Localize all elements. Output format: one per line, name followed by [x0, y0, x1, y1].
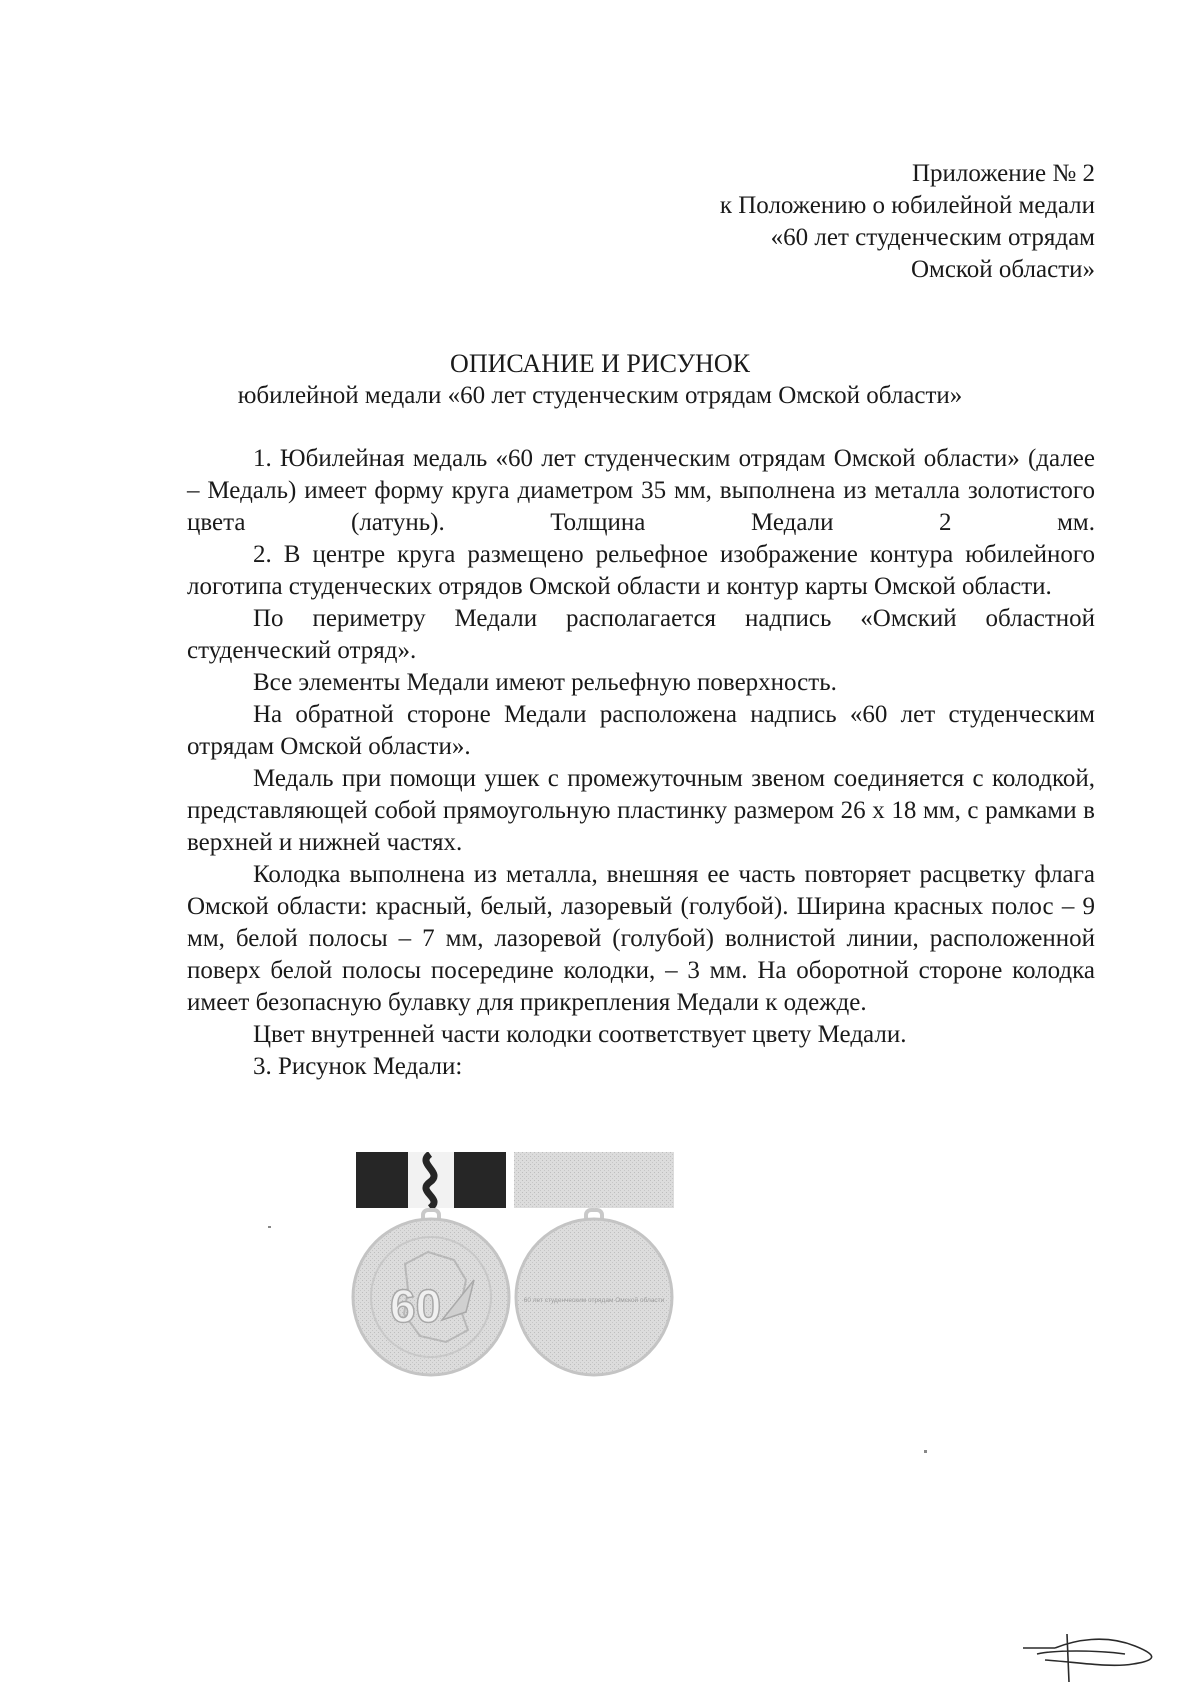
medal-illustration: [350, 1152, 720, 1407]
medal-back: [514, 1152, 674, 1375]
paragraph-3: По периметру Медали располагается надпись «Омский областной студенческий отряд».: [187, 605, 1095, 664]
paragraph-9: 3. Рисунок Медали:: [253, 1053, 463, 1080]
appendix-line-2: к Положению о юбилейной медали: [719, 192, 1095, 219]
ribbon-bar-back: [514, 1152, 674, 1208]
paragraph-4: Все элементы Медали имеют рельефную поверхность.: [253, 669, 837, 696]
appendix-line-4: Омской области»: [910, 256, 1095, 283]
appendix-line-3: «60 лет студенческим отрядам: [770, 224, 1095, 251]
paragraph-5: На обратной стороне Медали расположена надпись «60 лет студенческим отрядам Омской области».: [187, 701, 1095, 760]
document-title: ОПИСАНИЕ И РИСУНОК: [450, 349, 750, 378]
appendix-line-1: Приложение № 2: [911, 160, 1095, 187]
appendix-header: [720, 158, 1095, 286]
paragraph-2: 2. В центре круга размещено рельефное изображение контура юбилейного логотипа студенческих отрядов Омской области и контур карты Омской области.: [187, 541, 1095, 600]
scan-dot: [924, 1450, 927, 1453]
scan-dot: [268, 1226, 271, 1228]
signature: [1015, 1620, 1165, 1685]
paragraph-6: Медаль при помощи ушек с промежуточным звеном соединяется с колодкой, представляющей собой прямоугольную пластинку размером 26 х 18 мм, с рамками в верхней и нижней частях.: [187, 765, 1095, 856]
document-body: [187, 443, 1095, 1083]
medal-front: [353, 1152, 509, 1375]
paragraph-8: Цвет внутренней части колодки соответствует цвету Медали.: [253, 1021, 907, 1048]
medal-back-inscription: 60 лет студенческим отрядам Омской области: [523, 1297, 665, 1304]
paragraph-1: 1. Юбилейная медаль «60 лет студенческим отрядам Омской области» (далее – Медаль) имеет форму круга диаметром 35 мм, выполнена из металла золотистого цвета (латунь). Толщина Медали 2 мм.: [187, 445, 1095, 536]
medal-front-logo: 60: [390, 1280, 442, 1332]
document-subtitle: юбилейной медали «60 лет студенческим отрядам Омской области»: [237, 382, 963, 409]
paragraph-7: Колодка выполнена из металла, внешняя ее часть повторяет расцветку флага Омской области: красный, белый, лазоревый (голубой). Ширина красных полос – 9 мм, белой полосы – 7 мм, лазоревой (голубой) волнистой линии, расположенной поверх белой полосы посередине колодки, – 3 мм. На оборотной стороне колодка имеет безопасную булавку для прикрепления Медали к одежде.: [187, 861, 1095, 1016]
